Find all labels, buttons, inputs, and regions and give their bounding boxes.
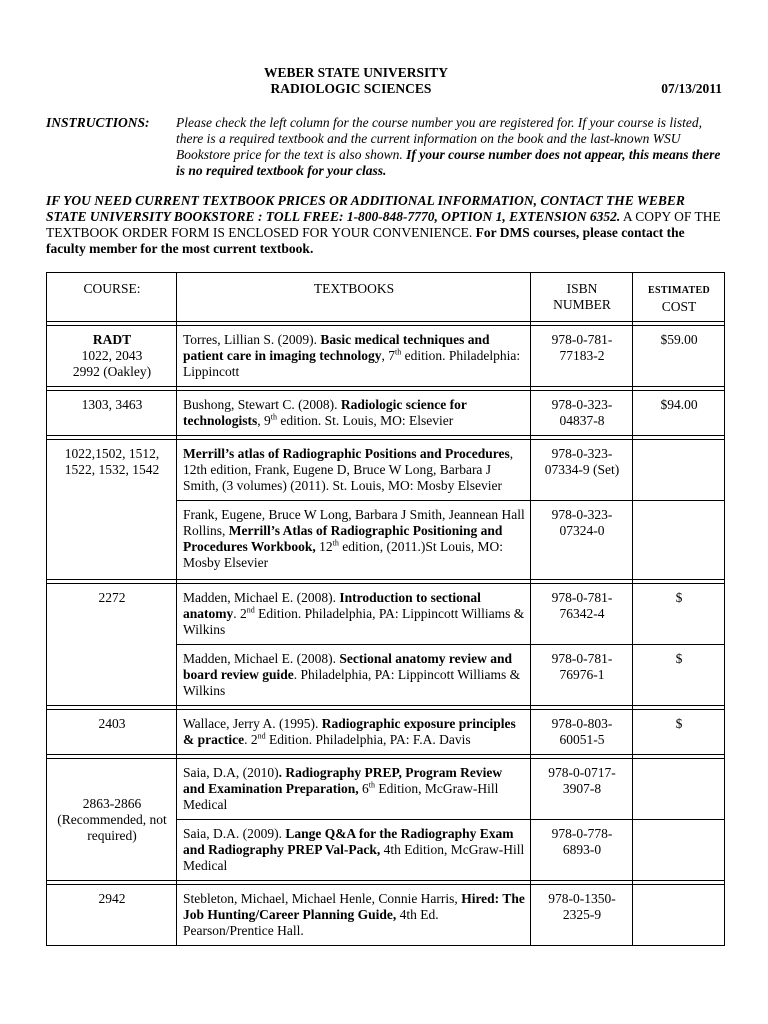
- cost-cell: [633, 759, 725, 820]
- isbn-part1: 978-0-803-: [551, 716, 613, 731]
- isbn-cell: [531, 584, 633, 645]
- isbn-cell: [531, 710, 633, 755]
- book-publisher: edition, (2011.)St Louis, MO: Mosby Elsevier: [183, 539, 503, 570]
- isbn-cell: [531, 645, 633, 706]
- isbn-cell: [531, 501, 633, 580]
- isbn-part2: 3907-8: [562, 781, 602, 796]
- table-row: [47, 584, 725, 645]
- textbook-cell: [177, 759, 531, 820]
- isbn-part1: 978-0-0717-: [548, 765, 616, 780]
- book-edition: . 2: [244, 732, 258, 747]
- course-cell: 2403: [47, 710, 177, 755]
- isbn-cell: [531, 440, 633, 501]
- isbn-part2: 04837-8: [559, 413, 605, 428]
- book-publisher: 4th Edition, McGraw-Hill Medical: [183, 842, 525, 873]
- book-author: Saia, D.A, (2010): [183, 765, 279, 780]
- book-author: Wallace, Jerry A. (1995).: [183, 716, 322, 731]
- edition-suffix: th: [368, 780, 376, 790]
- textbook-cell: [177, 820, 531, 881]
- isbn-part1: 978-0-323-: [551, 397, 613, 412]
- textbook-cell: [177, 584, 531, 645]
- cost-cell: $59.00: [633, 326, 725, 387]
- book-publisher: Edition. Philadelphia, PA: F.A. Davis: [265, 732, 471, 747]
- textbook-cell: [177, 885, 531, 946]
- isbn-part1: 978-0-323-: [551, 507, 613, 522]
- book-publisher: . Philadelphia, PA: Lippincott Williams & Wilkins: [183, 667, 521, 698]
- instructions-plain: Please check the left column for the course number you are registered for. If your course is listed, there is a required textbook and the current information on the book and the last-known WSU Bookstore price for the text is also shown.: [176, 115, 703, 162]
- book-author: Torres, Lillian S. (2009).: [183, 332, 321, 347]
- book-title: Merrill’s Atlas of Radiographic Positioning and Procedures Workbook,: [183, 523, 503, 554]
- notice-bold-italic: IF YOU NEED CURRENT TEXTBOOK PRICES OR ADDITIONAL INFORMATION, CONTACT THE WEBER STATE UNIVERSITY BOOKSTORE : TOLL FREE: 1-800-848-7770, OPTION 1, EXTENSION 6352.: [46, 193, 685, 224]
- isbn-part2: 07324-0: [559, 523, 605, 538]
- book-title: Lange Q&A for the Radiography Exam and Radiography PREP Val-Pack,: [183, 826, 514, 857]
- cost-cell: [633, 440, 725, 501]
- header-isbn: [531, 273, 633, 322]
- table-header-row: [47, 273, 725, 322]
- isbn-part2: 6893-0: [562, 842, 602, 857]
- book-title: Sectional anatomy review and board review guide: [183, 651, 512, 682]
- isbn-part2: 07334-9 (Set): [544, 462, 620, 477]
- isbn-cell: [531, 391, 633, 436]
- book-author: Madden, Michael E. (2008).: [183, 590, 340, 605]
- course-cell: [47, 326, 177, 387]
- course-number: 1022, 2043: [81, 348, 143, 363]
- header-cost-line1: ESTIMATED: [648, 285, 710, 296]
- cost-cell: [633, 885, 725, 946]
- book-edition: , 9: [257, 413, 271, 428]
- book-author: Bushong, Stewart C. (2008).: [183, 397, 341, 412]
- edition-suffix: th: [332, 538, 339, 548]
- isbn-part2: 60051-5: [559, 732, 605, 747]
- edition-suffix: nd: [246, 605, 255, 615]
- isbn-part2: 76342-4: [559, 606, 605, 621]
- book-author: Frank, Eugene, Bruce W Long, Barbara J Smith, Jeannean Hall Rollins,: [183, 507, 525, 538]
- book-publisher: , 12th edition, Frank, Eugene D, Bruce W Long, Barbara J Smith, (3 volumes) (2011). St. Louis, MO: Mosby Elsevier: [183, 446, 514, 493]
- book-title: Merrill’s atlas of Radiographic Positions and Procedures: [183, 446, 510, 461]
- isbn-part1: 978-0-781-: [551, 651, 613, 666]
- isbn-part2: 2325-9: [562, 907, 602, 922]
- isbn-cell: [531, 759, 633, 820]
- cost-cell: [633, 501, 725, 580]
- cost-cell: $: [633, 710, 725, 755]
- book-title: Radiographic exposure principles & practice: [183, 716, 516, 747]
- isbn-part1: 978-0-781-: [551, 590, 613, 605]
- textbook-cell: [177, 391, 531, 436]
- isbn-cell: [531, 820, 633, 881]
- book-publisher: 4th Ed. Pearson/Prentice Hall.: [183, 907, 439, 938]
- table-row: [47, 885, 725, 946]
- textbook-cell: [177, 440, 531, 501]
- isbn-cell: [531, 885, 633, 946]
- book-author: Madden, Michael E. (2008).: [183, 651, 340, 666]
- book-edition: , 7: [381, 348, 395, 363]
- instructions-label: INSTRUCTIONS:: [46, 115, 150, 130]
- isbn-part2: 76976-1: [559, 667, 605, 682]
- bookstore-notice: [46, 193, 726, 257]
- notice-plain: A COPY OF THE TEXTBOOK ORDER FORM IS ENCLOSED FOR YOUR CONVENIENCE.: [46, 209, 721, 240]
- textbook-cell: [177, 710, 531, 755]
- book-title: Introduction to sectional anatomy: [183, 590, 481, 621]
- book-publisher: Edition. Philadelphia, PA: Lippincott Williams & Wilkins: [183, 606, 525, 637]
- textbook-cell: [177, 501, 531, 580]
- book-title: . Radiography PREP, Program Review and Examination Preparation,: [183, 765, 503, 796]
- course-cell: 1303, 3463: [47, 391, 177, 436]
- edition-suffix: th: [270, 412, 277, 422]
- textbook-cell: [177, 326, 531, 387]
- book-edition: 12: [315, 539, 333, 554]
- book-title: Radiologic science for technologists: [183, 397, 467, 428]
- book-publisher: Edition, McGraw-Hill Medical: [183, 781, 499, 812]
- header-cost: [633, 273, 725, 322]
- edition-suffix: th: [395, 347, 402, 357]
- book-author: Stebleton, Michael, Michael Henle, Connie Harris,: [183, 891, 462, 906]
- course-cell: 1022,1502, 1512, 1522, 1532, 1542: [47, 440, 177, 580]
- table-row: [47, 759, 725, 820]
- isbn-part1: 978-0-781-: [551, 332, 613, 347]
- header-cost-line2: COST: [661, 299, 697, 314]
- department-name: RADIOLOGIC SCIENCES: [270, 81, 432, 96]
- book-title: Hired: The Job Hunting/Career Planning Guide,: [183, 891, 525, 922]
- header-textbooks: TEXTBOOKS: [177, 273, 531, 322]
- table-row: [47, 326, 725, 387]
- course-cell: 2942: [47, 885, 177, 946]
- book-publisher: edition. Philadelphia: Lippincott: [183, 348, 521, 379]
- book-author: Saia, D.A. (2009).: [183, 826, 286, 841]
- isbn-cell: [531, 326, 633, 387]
- header-isbn-line1: ISBN: [566, 281, 598, 296]
- cost-cell: $: [633, 584, 725, 645]
- course-extra: 2992 (Oakley): [72, 364, 152, 379]
- isbn-part1: 978-0-1350-: [548, 891, 616, 906]
- book-title: Basic medical techniques and patient care in imaging technology: [183, 332, 490, 363]
- cost-cell: [633, 820, 725, 881]
- document-date: 07/13/2011: [661, 81, 722, 96]
- textbook-cell: [177, 645, 531, 706]
- book-edition: 6: [358, 781, 369, 796]
- book-edition: . 2: [233, 606, 247, 621]
- instructions-text: [176, 115, 728, 179]
- isbn-part1: 978-0-323-: [551, 446, 613, 461]
- university-name: WEBER STATE UNIVERSITY: [263, 65, 449, 80]
- cost-cell: $94.00: [633, 391, 725, 436]
- textbook-table: [46, 272, 725, 946]
- course-cell: 2272: [47, 584, 177, 706]
- header-course: COURSE:: [47, 273, 177, 322]
- isbn-part1: 978-0-778-: [551, 826, 613, 841]
- course-number: 2863-2866: [82, 795, 142, 811]
- table-row: [47, 440, 725, 501]
- cost-cell: $: [633, 645, 725, 706]
- course-program: RADT: [92, 332, 132, 347]
- course-extra: (Recommended, not required): [57, 811, 167, 843]
- course-cell: [47, 759, 177, 881]
- table-row: [47, 710, 725, 755]
- book-publisher: edition. St. Louis, MO: Elsevier: [276, 413, 454, 428]
- isbn-part2: 77183-2: [559, 348, 605, 363]
- instructions-bold: If your course number does not appear, this means there is no required textbook for your class.: [176, 147, 721, 178]
- edition-suffix: nd: [257, 731, 266, 741]
- table-row: [47, 391, 725, 436]
- notice-bold: For DMS courses, please contact the faculty member for the most current textbook.: [46, 225, 685, 256]
- header-isbn-line2: NUMBER: [553, 297, 611, 312]
